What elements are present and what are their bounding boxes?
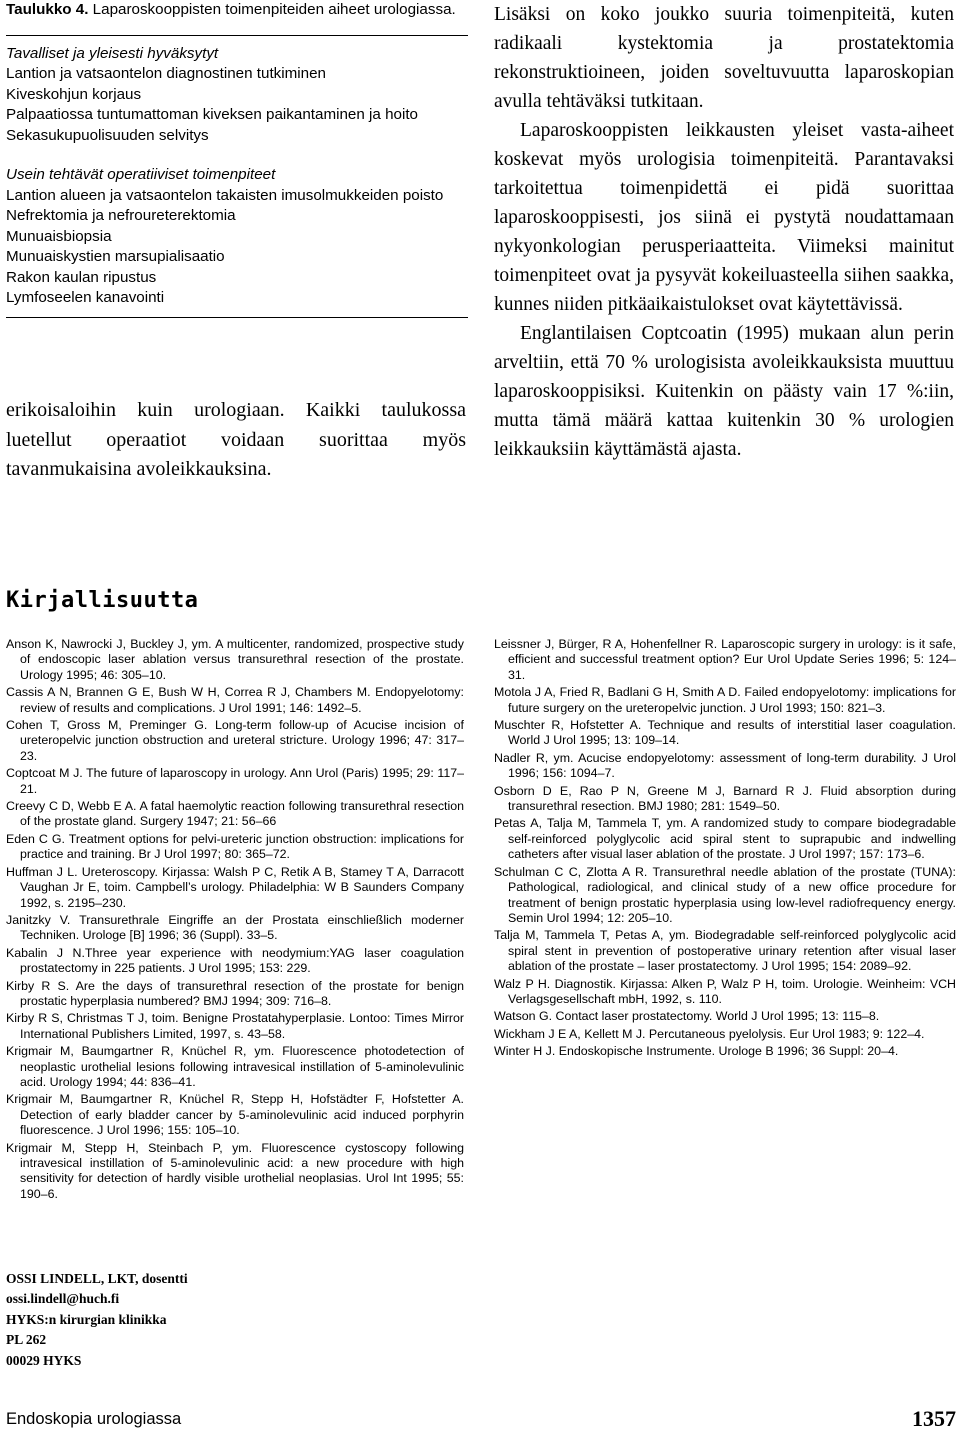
reference-item: Schulman C C, Zlotta A R. Transurethral needle ablation of the prostate (TUNA): Pathological, radiological, and clinical study of a new office procedure for treatment of benign prostatic hyperplasia using low-level radiofrequency energy. Semin Urol 1994; 12: 205–10. — [494, 864, 956, 925]
table-section-title: Usein tehtävät operatiiviset toimenpiteet — [6, 166, 276, 183]
reference-item: Huffman J L. Ureteroscopy. Kirjassa: Walsh P C, Retik A B, Stamey T A, Darracott Vaughan Jr E, toim. Campbell’s urology. Philadelphia: W B Saunders Company 1992, s. 2195–230. — [6, 864, 464, 910]
reference-item: Winter H J. Endoskopische Instrumente. Urologe B 1996; 36 Suppl: 20–4. — [494, 1044, 899, 1059]
author-email[interactable]: ossi.lindell@huch.fi — [6, 1291, 120, 1307]
reference-item: Muschter R, Hofstetter A. Technique and results of interstitial laser coagulation. World J Urol 1995; 13: 109–14. — [494, 718, 956, 748]
author-block — [6, 1269, 188, 1371]
table-item: Munuaiskystien marsupialisaatio — [6, 248, 225, 265]
table-caption — [6, 0, 468, 21]
reference-item: Krigmair M, Baumgartner R, Knüchel R, Stepp H, Hofstädter F, Hofstetter A. Detection of early bladder cancer by 5-aminolevulinic acid induced porphyrin fluorescence. J Urol 1996; 155: 105–10. — [6, 1092, 464, 1138]
reference-item: Talja M, Tammela T, Petas A, ym. Biodegradable self-reinforced polyglycolic acid spiral stent in prevention of postoperative urinary retention after visual laser ablation of the prostate – laser prostatectomy. J Urol 1995; 154: 2089–92. — [494, 928, 956, 974]
table-item: Nefrektomia ja nefroureterektomia — [6, 207, 236, 224]
body-paragraph: Englantilaisen Coptcoatin (1995) mukaan alun perin arveltiin, että 70 % urologisista avoleikkauksista muuttuu laparoskooppisiksi. Kuitenkin on päästy vain 17 %:iin, mutta tämä määrä kattaa kuitenkin 30 % urologien leikkauksiin käyttämästä ajasta. — [494, 323, 954, 460]
body-paragraph: erikoisaloihin kuin urologiaan. Kaikki taulukossa luetellut operaatiot voidaan suorittaa myös tavanmukaisina avoleikkauksina. — [6, 399, 466, 480]
table-item: Munuaisbiopsia — [6, 227, 112, 245]
reference-item: Krigmair M, Stepp H, Steinbach P, ym. Fluorescence cystoscopy following intravesical instillation of 5-aminolevulinic acid: a new procedure with high sensitivity for detection of hardly visible urothelial neoplasias. Urol Int 1995; 55: 190–6. — [6, 1140, 464, 1201]
table-item: Lymfoseelen kanavointi — [6, 289, 165, 306]
reference-item: Anson K, Nawrocki J, Buckley J, ym. A multicenter, randomized, prospective study of endoscopic laser ablation versus transurethral resection of the prostate. Urology 1995; 46: 305–10. — [6, 637, 464, 682]
reference-item: Janitzky V. Transurethrale Eingriffe an der Prostata einschließlich moderner Techniken. Urologe [B] 1996; 36 (Suppl). 33–5. — [6, 912, 464, 943]
table-top-rule — [6, 35, 468, 36]
reference-item: Leissner J, Bürger, R A, Hohenfellner R. Laparoscopic surgery in urology: is it safe, efficient and successful treatment option? Eur Urol Update Series 1996; 5: 124–31. — [494, 637, 956, 682]
body-paragraph: Lisäksi on koko joukko suuria toimenpiteitä, kuten radikaali kystektomia ja prostatektomia rekonstruktioineen, joiden soveltuvuutta laparoskopian avulla tehtäväksi tutkitaan. — [494, 4, 954, 112]
reference-item: Watson G. Contact laser prostatectomy. World J Urol 1995; 13: 115–8. — [494, 1009, 880, 1024]
page-number: 1357 — [912, 1406, 956, 1431]
body-text-right — [494, 0, 954, 464]
table-section-title: Tavalliset ja yleisesti hyväksytyt — [6, 44, 219, 62]
table-4 — [6, 0, 468, 318]
table-item: Kiveskohjun korjaus — [6, 85, 142, 103]
reference-item: Krigmair M, Baumgartner R, Knüchel R, ym. Fluorescence photodetection of neoplastic urothelial lesions following intravesical instillation of 5-aminolevulinic acid. Urology 1994; 44: 836–41. — [6, 1044, 464, 1089]
references-heading: Kirjallisuutta — [6, 588, 199, 613]
table-caption-text: Laparoskooppisten toimenpiteiden aiheet urologiassa. — [92, 1, 456, 18]
author-address: PL 262 — [6, 1332, 47, 1348]
table-item: Palpaatiossa tuntumattoman kiveksen paikantaminen ja hoito — [6, 106, 418, 123]
reference-item: Coptcoat M J. The future of laparoscopy in urology. Ann Urol (Paris) 1995; 29: 117–21. — [6, 766, 464, 796]
reference-item: Osborn D E, Rao P N, Greene M J, Barnard R J. Fluid absorption during transurethral resection. BMJ 1980; 281: 1549–50. — [494, 783, 956, 814]
references-right-column — [494, 637, 956, 1062]
references-left-column — [6, 637, 464, 1204]
reference-item: Motola J A, Fried R, Badlani G H, Smith A D. Failed endopyelotomy: implications for future surgery on the ureteropelvic junction. J Urol 1993; 150: 821–3. — [494, 685, 956, 715]
author-postcode: 00029 HYKS — [6, 1352, 82, 1368]
reference-item: Cassis A N, Brannen G E, Bush W H, Correa R J, Chambers M. Endopyelotomy: review of results and complications. J Urol 1991; 146: 1492–5. — [6, 685, 464, 715]
table-item: Rakon kaulan ripustus — [6, 268, 157, 286]
reference-item: Petas A, Talja M, Tammela T, ym. A randomized study to compare biodegradable self-reinforced polyglycolic acid spiral stent to suprapubic and indwelling catheters after visual laser ablation of the prostate. J Urol 1997; 157: 173–6. — [494, 816, 956, 862]
table-item: Lantion alueen ja vatsaontelon takaisten imusolmukkeiden poisto — [6, 186, 444, 204]
reference-item: Creevy C D, Webb E A. A fatal haemolytic reaction following transurethral resection of the prostate gland. Surgery 1947; 21: 56–66 — [6, 799, 464, 829]
table-caption-label: Taulukko 4. — [6, 1, 89, 18]
table-bottom-rule — [6, 317, 468, 318]
author-affiliation: HYKS:n kirurgian klinikka — [6, 1311, 167, 1327]
reference-item: Eden C G. Treatment options for pelvi-ureteric junction obstruction: implications for practice and training. Br J Urol 1997; 80: 365–72. — [6, 831, 464, 862]
reference-item: Kirby R S. Are the days of transurethral resection of the prostate for benign prostatic hyperplasia numbered? BMJ 1994; 309: 716–8. — [6, 978, 464, 1008]
footer-journal: Endoskopia urologiassa — [6, 1410, 182, 1428]
body-paragraph: Laparoskooppisten leikkausten yleiset vasta-aiheet koskevat myös urologisia toimenpiteitä. Parantavaksi tarkoitettua toimenpidettä ei pidä suorittaa laparoskooppisesti, jos siinä ei pystytä noudattamaan nykyonkologian perusperiaatteita. Viimeksi mainitut toimenpiteet ovat ja pysyvät kokeiluasteella siihen saakka, kunnes niiden pitkäaikaistulokset ovat käytettävissä. — [494, 120, 954, 315]
reference-item: Walz P H. Diagnostik. Kirjassa: Alken P, Walz P H, toim. Urologie. Weinheim: VCH Verlagsgesellschaft mbH, 1992, s. 110. — [494, 976, 956, 1006]
reference-item: Kirby R S, Christmas T J, toim. Benigne Prostatahyperplasie. Lontoo: Times Mirror International Publishers Limited, 1997, s. 43–58. — [6, 1011, 464, 1041]
table-item: Lantion ja vatsaontelon diagnostinen tutkiminen — [6, 65, 327, 82]
reference-item: Wickham J E A, Kellett M J. Percutaneous pyelolysis. Eur Urol 1983; 9: 122–4. — [494, 1026, 925, 1041]
reference-item: Nadler R, ym. Acucise endopyelotomy: assessment of long-term durability. J Urol 1996; 156: 1094–7. — [494, 750, 956, 781]
body-text-left — [6, 396, 466, 485]
table-item: Sekasukupuolisuuden selvitys — [6, 126, 209, 144]
author-name: OSSI LINDELL, LKT, dosentti — [6, 1271, 188, 1286]
reference-item: Cohen T, Gross M, Preminger G. Long-term follow-up of Acucise incision of ureteropelvic junction obstruction and ureteral stricture. Urology 1996; 47: 317–23. — [6, 718, 464, 763]
reference-item: Kabalin J N.Three year experience with neodymium:YAG laser coagulation prostatectomy in 225 patients. J Urol 1995; 153: 229. — [6, 945, 464, 976]
